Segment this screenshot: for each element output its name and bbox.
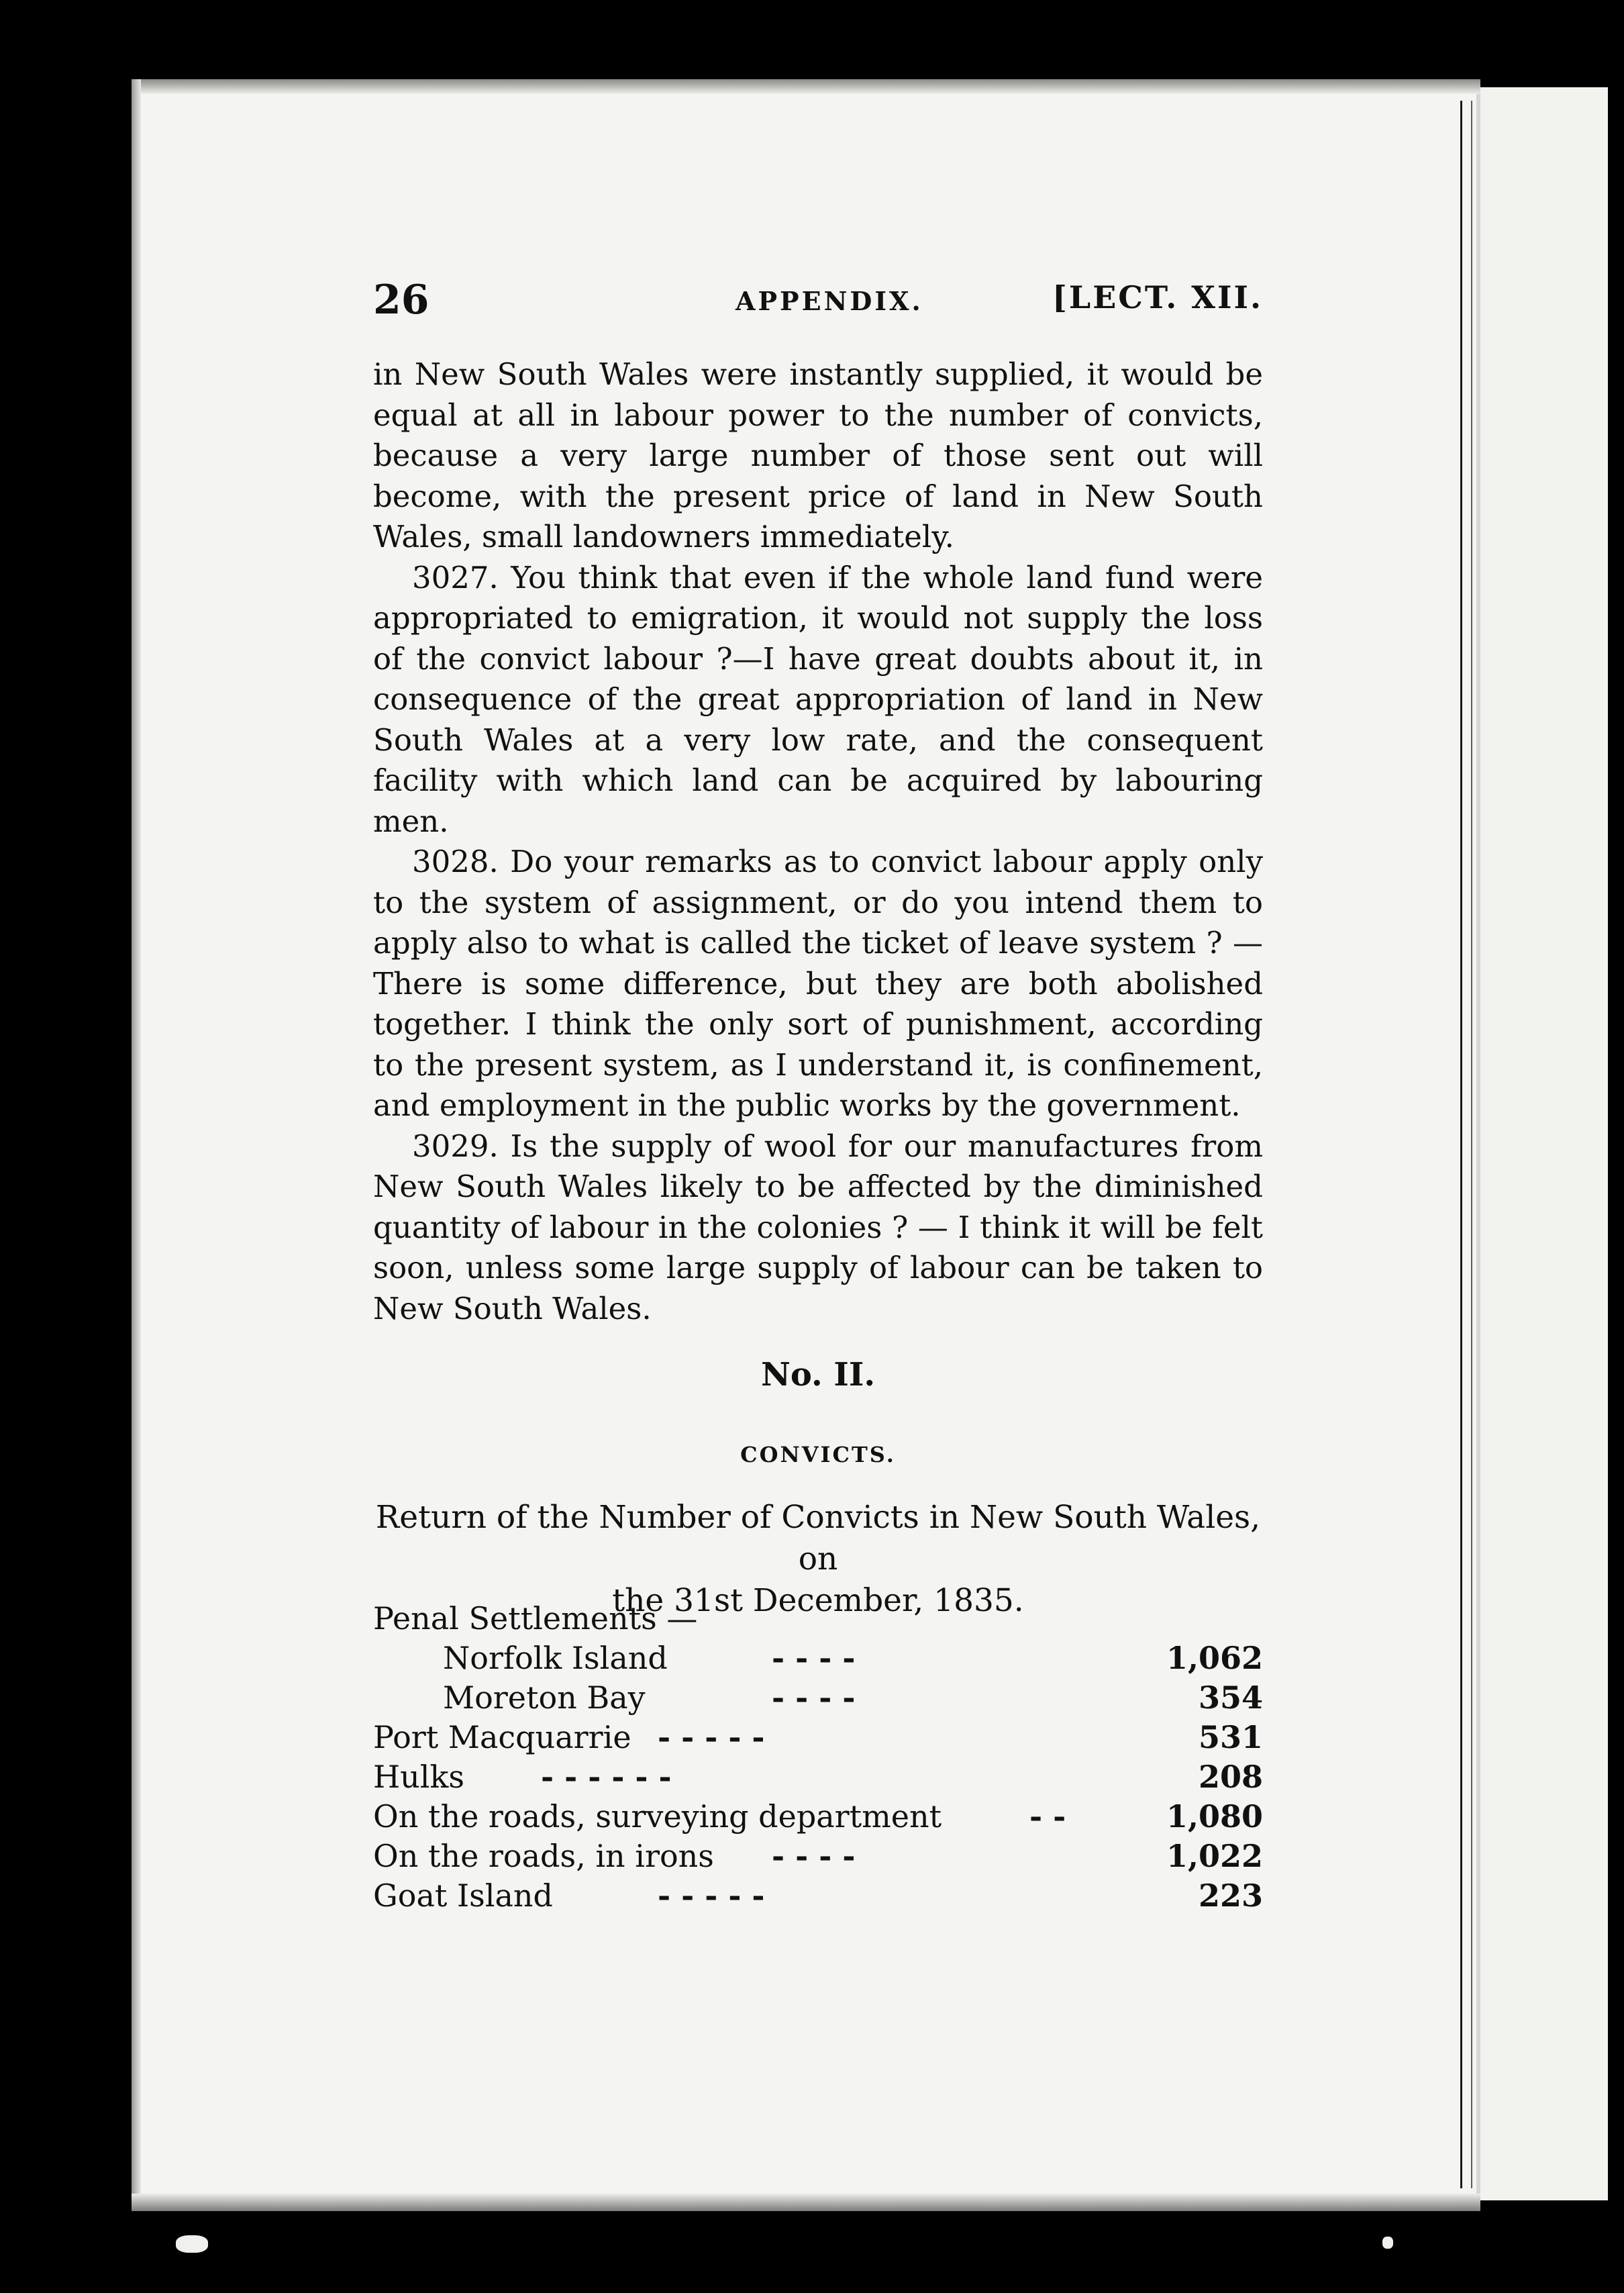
page-bottom-shadow [132,2194,1480,2211]
convicts-table [373,1599,1263,1916]
row-label: On the roads, surveying department [373,1798,942,1835]
row-count: 208 [1198,1759,1263,1795]
row-leader-dashes: - - - - [772,1838,856,1874]
row-label: Norfolk Island [443,1640,668,1676]
row-count: 1,080 [1166,1798,1263,1835]
running-header [373,277,1263,330]
table-row [373,1639,1263,1678]
row-count: 531 [1198,1719,1263,1755]
row-leader-dashes: - - [1029,1798,1066,1835]
body-text [373,354,1263,1329]
row-label: Penal Settlements — [373,1600,698,1637]
running-head-title: APPENDIX. [735,286,923,316]
row-label: On the roads, in irons [373,1838,714,1874]
return-heading-line-1: Return of the Number of Convicts in New South Wales, on [375,1499,1261,1577]
row-label: Port Macquarrie [373,1719,631,1755]
table-row [373,1876,1263,1916]
gutter-fold-line-secondary [1471,101,1472,2188]
row-count: 354 [1198,1679,1263,1716]
table-row [373,1718,1263,1757]
row-leader-dashes: - - - - - - [541,1759,672,1795]
table-row [373,1599,1263,1639]
table-row [373,1678,1263,1718]
page-left-shadow [132,79,141,2211]
facing-page-edge [1480,87,1608,2200]
table-row [373,1837,1263,1876]
row-label: Goat Island [373,1877,553,1914]
table-row [373,1797,1263,1837]
section-subtitle: CONVICTS. [740,1442,896,1467]
paragraph: in New South Wales were instantly supplied, it would be equal at all in labour power to the number of convicts, because a very large number of those sent out will become, with the present price of land in New South Wales, small landowners immediately. [373,356,1263,554]
row-leader-dashes: - - - - [772,1640,856,1676]
paper-speck [176,2235,208,2253]
row-label: Hulks [373,1759,464,1795]
row-count: 223 [1198,1877,1263,1914]
paragraph-3029: 3029. Is the supply of wool for our manufactures from New South Wales likely to be affected by the diminished quantity of labour in the colonies ? — I think it will be felt soon, unless some large supply of labour can be taken to New South Wales. [373,1128,1263,1326]
page-number: 26 [373,277,429,324]
paragraph-3028: 3028. Do your remarks as to convict labour apply only to the system of assignment, or do you intend them to apply also to what is called the ticket of leave system ? — There is some difference, but they are both abolished together. I think the only sort of punishment, according to the present system, as I understand it, is confinement, and employment in the public works by the government. [373,844,1263,1123]
page-top-shadow [132,79,1480,94]
section-number: No. II. [760,1356,876,1394]
return-heading-line-2: the 31st December, 1835. [612,1582,1024,1619]
row-leader-dashes: - - - - - [658,1719,765,1755]
row-label: Moreton Bay [443,1679,646,1716]
row-count: 1,022 [1166,1838,1263,1874]
paper-speck [1382,2237,1393,2249]
row-count: 1,062 [1166,1640,1263,1676]
gutter-fold-line [1460,101,1462,2188]
lecture-reference: [LECT. XII. [1052,279,1263,315]
paragraph-3027: 3027. You think that even if the whole land fund were appropriated to emigration, it would not supply the loss of the convict labour ?—I have great doubts about it, in consequence of the great appropriation of land in New South Wales at a very low rate, and the consequent facility with which land can be acquired by labouring men. [373,559,1263,839]
row-leader-dashes: - - - - - [658,1877,765,1914]
table-row [373,1757,1263,1797]
row-leader-dashes: - - - - [772,1679,856,1716]
